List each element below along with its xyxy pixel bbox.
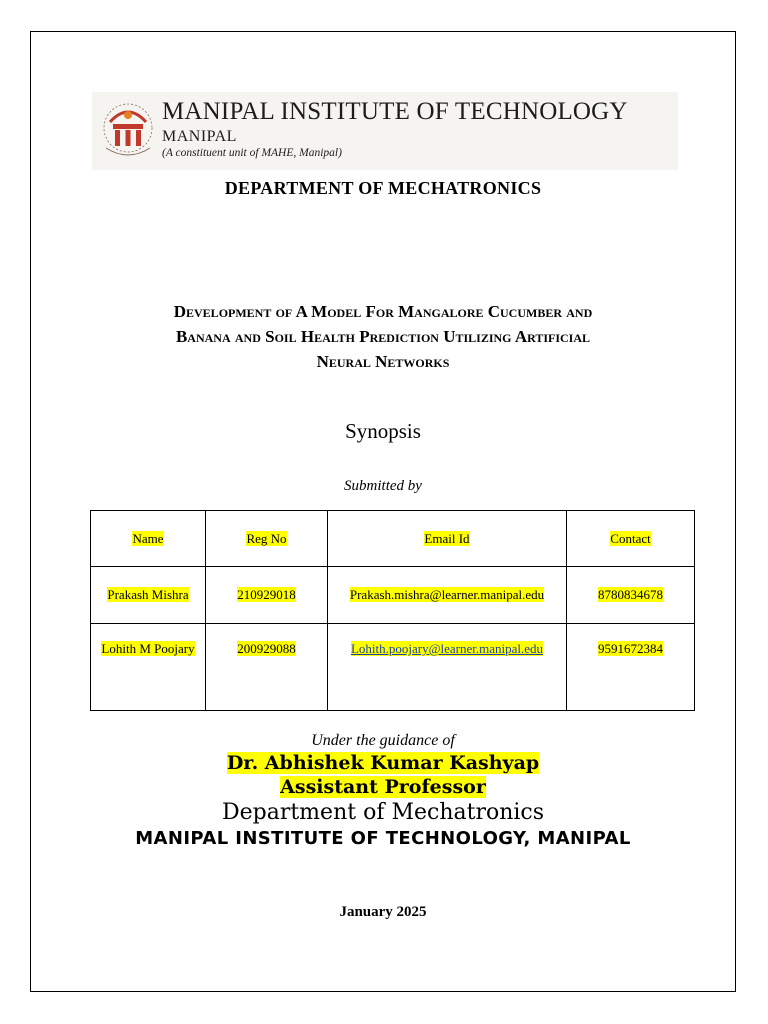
table-header-cell: Name [91,511,206,567]
project-title [30,299,736,374]
member-reg-no: 210929018 [206,567,328,624]
table-header-row [91,511,695,567]
document-type: Synopsis [345,419,421,443]
guide-role-line [30,776,736,798]
institute-city: MANIPAL [162,128,237,145]
project-title-line: Neural Networks [316,352,450,371]
guide-institute: MANIPAL INSTITUTE OF TECHNOLOGY, MANIPAL [135,828,631,849]
table-header-cell: Email Id [328,511,567,567]
guidance-intro: Under the guidance of [311,732,455,749]
guide-name: Dr. Abhishek Kumar Kashyap [226,752,540,774]
email-link[interactable]: Lohith.poojary@learner.manipal.edu [350,641,544,656]
guide-department: Department of Mechatronics [221,800,545,825]
table-row [91,624,695,711]
institute-logo [92,92,678,170]
member-name: Prakash Mishra [91,567,206,624]
table-row [91,567,695,624]
submitted-by-label: Submitted by [344,478,422,494]
table-header-cell: Contact [567,511,695,567]
members-table [90,510,695,711]
guide-designation: Assistant Professor [280,776,486,798]
member-contact: 8780834678 [567,567,695,624]
institute-emblem-icon [100,98,158,162]
institute-name: MANIPAL INSTITUTE OF TECHNOLOGY [162,98,628,125]
project-title-line: Banana and Soil Health Prediction Utilizing Artificial [175,327,591,346]
guide-name-line [30,752,736,774]
member-email [328,624,567,711]
submission-date: January 2025 [339,904,427,920]
member-contact: 9591672384 [567,624,695,711]
table-header-cell: Reg No [206,511,328,567]
project-title-line: Development of A Model For Mangalore Cucumber and [173,302,593,321]
member-email: Prakash.mishra@learner.manipal.edu [328,567,567,624]
constituent-note: (A constituent unit of MAHE, Manipal) [162,147,342,159]
department-heading: DEPARTMENT OF MECHATRONICS [224,178,542,198]
member-name: Lohith M Poojary [91,624,206,711]
member-reg-no: 200929088 [206,624,328,711]
